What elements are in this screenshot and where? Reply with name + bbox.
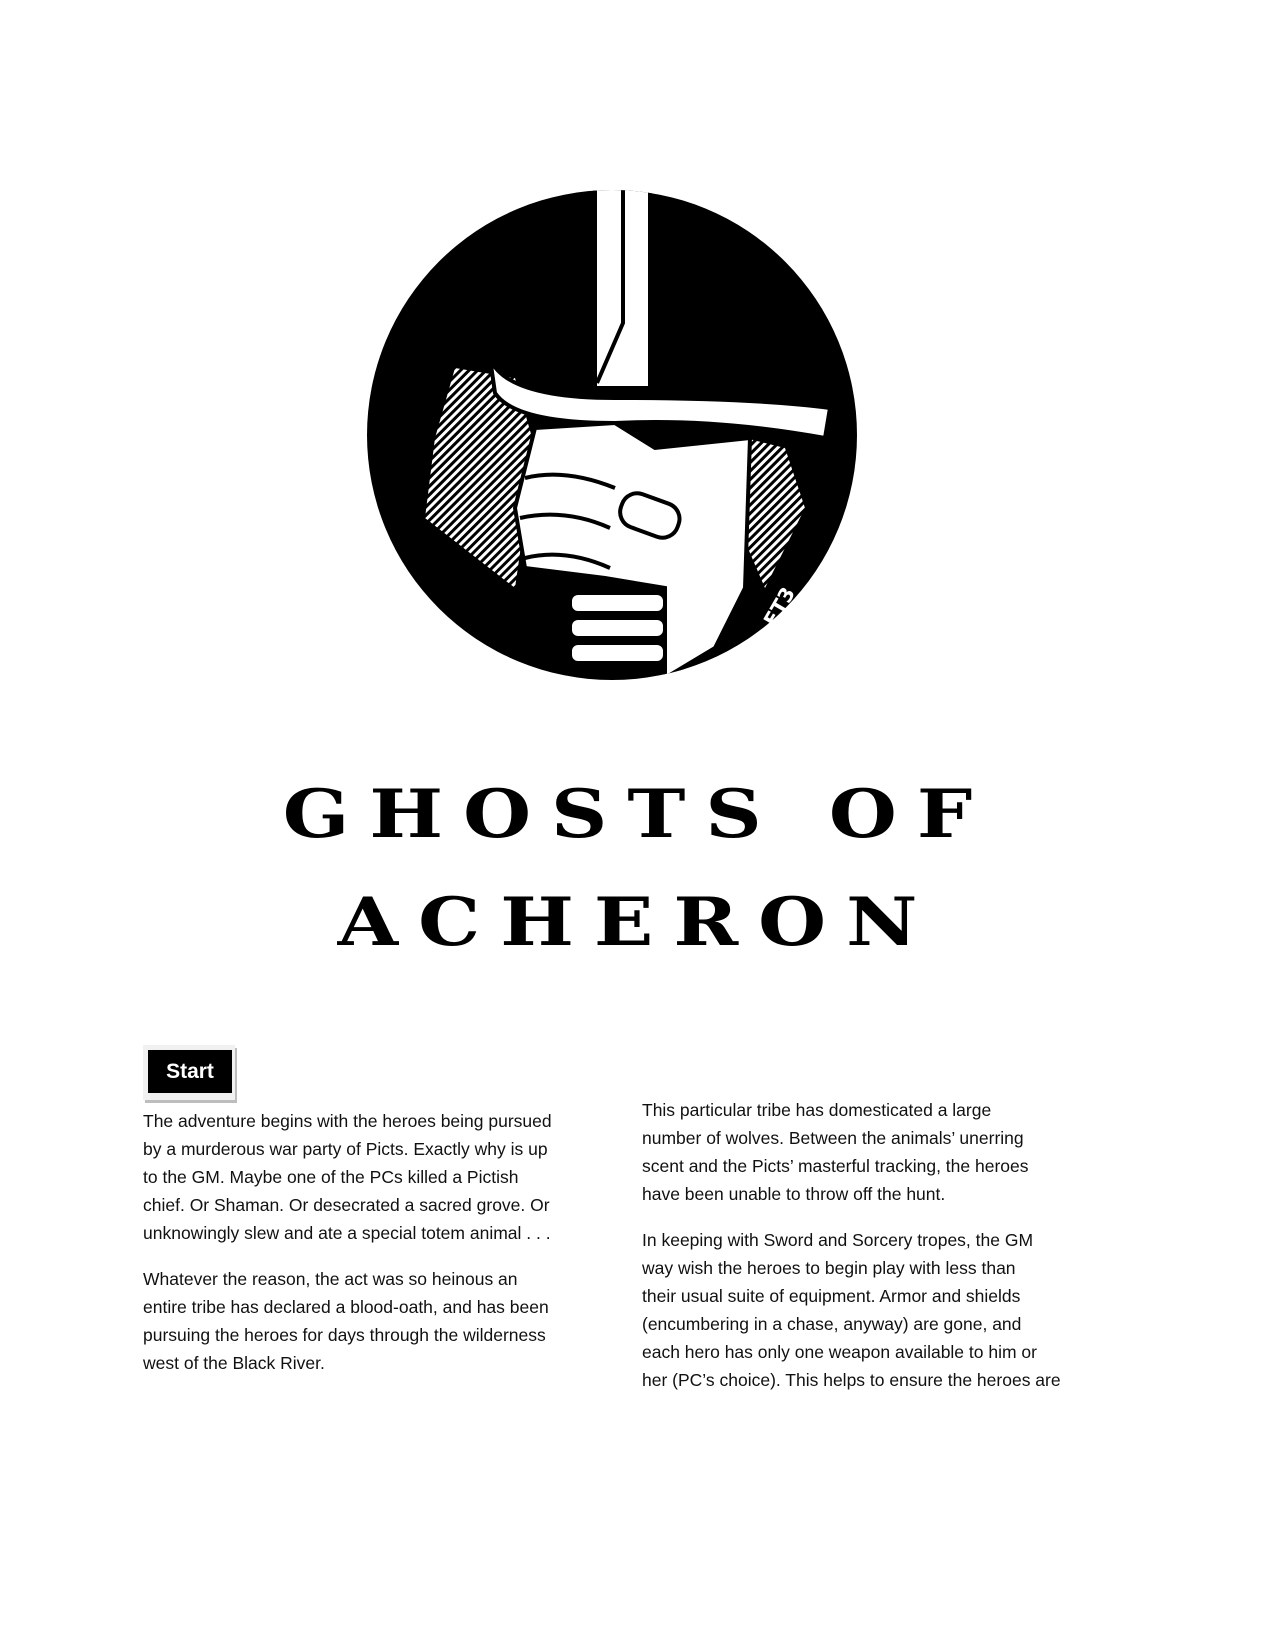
text-line: entire tribe has declared a blood-oath, and has been [143,1297,549,1317]
text-line: their usual suite of equipment. Armor and shields [642,1286,1021,1306]
right-column [642,1096,1061,1412]
text-line: chief. Or Shaman. Or desecrated a sacred grove. Or [143,1195,550,1215]
text-line: by a murderous war party of Picts. Exactly why is up [143,1139,548,1159]
text-line: scent and the Picts’ masterful tracking, the heroes [642,1156,1029,1176]
text-line: (encumbering in a chase, anyway) are gone, and [642,1314,1022,1334]
left-column [143,1107,552,1395]
text-line: way wish the heroes to begin play with less than [642,1258,1016,1278]
text-line: each hero has only one weapon available to him or [642,1342,1037,1362]
paragraph [143,1107,552,1247]
text-line: In keeping with Sword and Sorcery tropes, the GM [642,1230,1034,1250]
text-line: number of wolves. Between the animals’ unerring [642,1128,1024,1148]
text-line: The adventure begins with the heroes being pursued [143,1111,552,1131]
title-line-2: ACHERON [337,883,938,962]
text-line: This particular tribe has domesticated a large [642,1100,992,1120]
text-line: Whatever the reason, the act was so heinous an [143,1269,518,1289]
section-heading-badge [143,1045,235,1100]
text-line: west of the Black River. [143,1353,325,1373]
fist-gripping-sword-icon [365,188,860,683]
text-line: have been unable to throw off the hunt. [642,1184,946,1204]
text-line: pursuing the heroes for days through the wilderness [143,1325,546,1345]
title-line-1: GHOSTS OF [282,775,993,854]
paragraph [143,1265,552,1377]
text-line: to the GM. Maybe one of the PCs killed a Pictish [143,1167,519,1187]
artist-signature: FT3 [758,582,800,631]
text-line: her (PC’s choice). This helps to ensure the heroes are [642,1370,1061,1390]
paragraph [642,1226,1061,1394]
text-line: unknowingly slew and ate a special totem animal . . . [143,1223,551,1243]
paragraph [642,1096,1061,1208]
section-heading: Start [148,1050,232,1093]
